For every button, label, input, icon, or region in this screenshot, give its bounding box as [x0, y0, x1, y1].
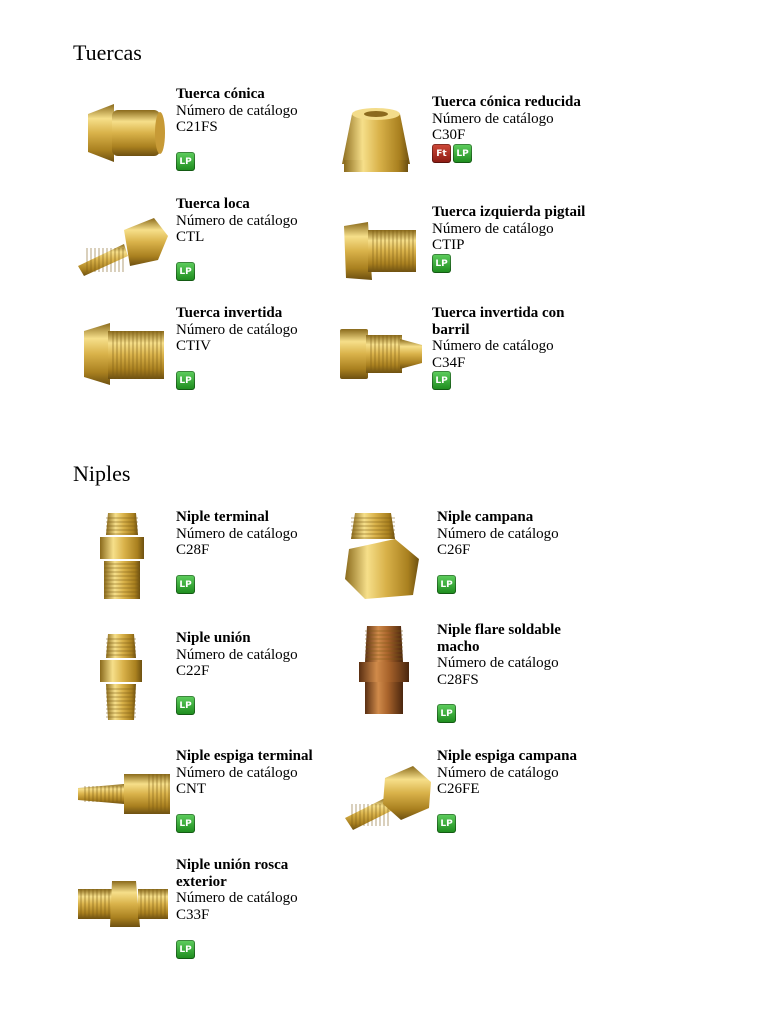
lp-badge-icon: LP — [432, 254, 451, 273]
product-image — [74, 748, 170, 844]
product-info — [176, 748, 336, 798]
ft-badge-icon: Ft — [432, 144, 451, 163]
catalog-number: C28F — [176, 542, 210, 558]
catalog-number: CTIV — [176, 338, 211, 354]
product-image — [335, 748, 431, 844]
lp-badge-icon: LP — [176, 152, 195, 171]
catalog-number: C22F — [176, 663, 210, 679]
lp-badge-icon: LP — [176, 696, 195, 715]
product-item — [335, 748, 635, 858]
lp-badge-icon: LP — [176, 814, 195, 833]
product-item — [330, 305, 630, 415]
badge-group — [176, 575, 195, 594]
badge-group — [432, 371, 451, 390]
badge-group — [176, 152, 195, 171]
product-info — [437, 622, 597, 688]
badge-group — [176, 940, 195, 959]
catalog-label: Número de catálogo — [432, 220, 554, 237]
product-info — [176, 630, 336, 680]
product-info — [176, 857, 336, 923]
section-title-tuercas: Tuercas — [73, 40, 142, 65]
product-name: Niple campana — [437, 509, 534, 525]
product-item — [330, 94, 630, 204]
catalog-label: Número de catálogo — [176, 890, 298, 906]
lp-badge-icon: LP — [432, 371, 451, 390]
badge-group — [437, 704, 456, 723]
product-item — [335, 509, 635, 619]
product-info — [176, 196, 336, 246]
product-image — [330, 94, 426, 190]
product-name: Tuerca izquierda pigtail — [432, 204, 586, 220]
product-image — [74, 509, 170, 605]
badge-group — [176, 262, 195, 281]
lp-badge-icon: LP — [437, 575, 456, 594]
product-info — [432, 305, 592, 371]
catalog-label: Número de catálogo — [437, 525, 559, 542]
catalog-number: C33F — [176, 906, 210, 923]
product-image — [74, 630, 170, 726]
catalog-label: Número de catálogo — [176, 212, 298, 229]
product-image — [335, 622, 431, 718]
product-name: Niple espiga campana — [437, 748, 578, 764]
product-name: Niple unión rosca exterior — [176, 857, 289, 890]
catalog-number: C28FS — [437, 671, 479, 688]
product-image — [74, 196, 170, 292]
badge-group — [437, 814, 456, 833]
lp-badge-icon: LP — [176, 940, 195, 959]
lp-badge-icon: LP — [437, 814, 456, 833]
lp-badge-icon: LP — [176, 371, 195, 390]
product-info — [432, 204, 592, 254]
product-name: Niple unión — [176, 630, 251, 646]
product-item — [74, 86, 374, 196]
product-name: Tuerca loca — [176, 196, 250, 212]
catalog-label: Número de catálogo — [176, 646, 298, 663]
catalog-label: Número de catálogo — [432, 110, 554, 127]
product-item — [74, 748, 374, 858]
catalog-number: C26F — [437, 542, 471, 558]
product-name: Tuerca invertida con barril — [432, 305, 565, 338]
product-item — [330, 204, 630, 314]
product-image — [74, 857, 170, 953]
section-title-niples: Niples — [73, 461, 131, 486]
badge-group — [176, 371, 195, 390]
product-image — [74, 305, 170, 401]
lp-badge-icon: LP — [176, 262, 195, 281]
catalog-number: C26FE — [437, 781, 480, 797]
catalog-number: CTL — [176, 229, 205, 245]
lp-badge-icon: LP — [437, 704, 456, 723]
catalog-label: Número de catálogo — [176, 102, 298, 119]
product-image — [330, 305, 426, 401]
catalog-number: C21FS — [176, 119, 218, 135]
catalog-label: Número de catálogo — [176, 321, 298, 338]
catalog-number: CTIP — [432, 237, 465, 253]
catalog-label: Número de catálogo — [437, 655, 559, 671]
product-info — [176, 86, 336, 136]
product-name: Tuerca cónica reducida — [432, 94, 581, 110]
product-info — [437, 748, 597, 798]
product-info — [176, 305, 336, 355]
catalog-label: Número de catálogo — [176, 525, 298, 542]
product-info — [176, 509, 336, 559]
product-name: Niple espiga terminal — [176, 748, 313, 764]
lp-badge-icon: LP — [453, 144, 472, 163]
catalog-label: Número de catálogo — [176, 764, 298, 781]
product-image — [74, 86, 170, 182]
product-image — [330, 204, 426, 300]
product-image — [335, 509, 431, 605]
badge-group — [176, 814, 195, 833]
catalog-number: C34F — [432, 354, 466, 371]
catalog-number: CNT — [176, 781, 206, 797]
catalog-number: C30F — [432, 127, 466, 143]
product-name: Tuerca cónica — [176, 86, 265, 102]
badge-group — [432, 144, 472, 163]
catalog-label: Número de catálogo — [432, 338, 554, 354]
lp-badge-icon: LP — [176, 575, 195, 594]
product-info — [432, 94, 592, 144]
badge-group — [176, 696, 195, 715]
product-name: Niple flare soldable macho — [437, 622, 561, 655]
product-item — [74, 630, 374, 740]
product-item — [74, 509, 374, 619]
product-item — [335, 622, 635, 732]
badge-group — [432, 254, 451, 273]
product-name: Tuerca invertida — [176, 305, 283, 321]
badge-group — [437, 575, 456, 594]
product-info — [437, 509, 597, 559]
product-name: Niple terminal — [176, 509, 269, 525]
product-item — [74, 305, 374, 415]
catalog-label: Número de catálogo — [437, 764, 559, 781]
product-item — [74, 857, 374, 967]
product-item — [74, 196, 374, 306]
